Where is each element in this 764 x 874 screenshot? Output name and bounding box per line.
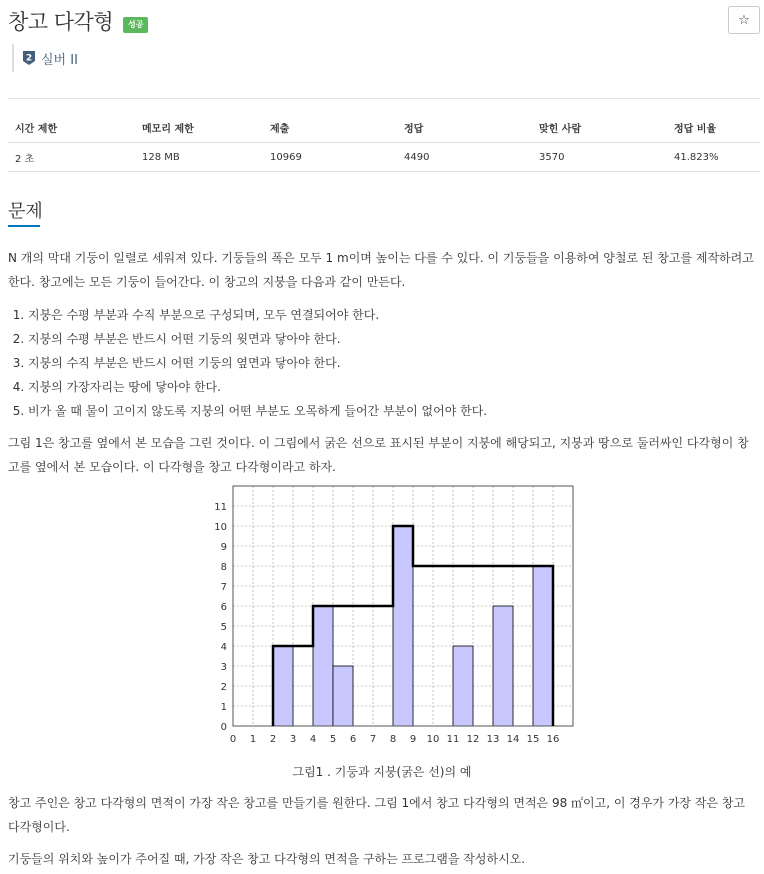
rules-list bbox=[8, 303, 487, 423]
status-badge: 성공 bbox=[123, 17, 148, 33]
stats-row bbox=[8, 143, 760, 172]
y-tick-label: 5 bbox=[220, 622, 227, 633]
stats-ratio: 41.823% bbox=[667, 143, 760, 172]
stats-header-ratio: 정답 비율 bbox=[667, 112, 760, 143]
x-tick-label: 9 bbox=[409, 734, 417, 745]
rule-item: 1. 지붕은 수평 부분과 수직 부분으로 구성되며, 모두 연결되어야 한다. bbox=[28, 303, 487, 327]
x-tick-label: 5 bbox=[329, 734, 337, 745]
x-tick-label: 6 bbox=[349, 734, 357, 745]
tier-label: 실버 II bbox=[41, 52, 78, 68]
y-tick-label: 2 bbox=[220, 682, 227, 693]
bar bbox=[313, 606, 333, 726]
area-explanation: 창고 주인은 창고 다각형의 면적이 가장 작은 창고를 만들기를 원한다. 그림 1에서 창고 다각형의 면적은 98 ㎡이고, 이 경우가 가장 작은 창고 다각형이다. bbox=[8, 796, 746, 834]
y-tick-label: 4 bbox=[220, 642, 227, 653]
x-tick-label: 13 bbox=[486, 734, 500, 745]
x-tick-label: 14 bbox=[506, 734, 520, 745]
section-title: 문제 bbox=[8, 201, 43, 222]
y-tick-label: 7 bbox=[220, 582, 227, 593]
divider bbox=[8, 98, 760, 99]
stats-solved: 3570 bbox=[532, 143, 667, 172]
stats-memory: 128 MB bbox=[135, 143, 263, 172]
x-tick-label: 8 bbox=[389, 734, 397, 745]
warehouse-chart bbox=[208, 480, 588, 755]
bar bbox=[393, 526, 413, 726]
star-icon: ☆ bbox=[738, 12, 750, 28]
x-tick-label: 3 bbox=[289, 734, 297, 745]
stats-header-row bbox=[8, 112, 760, 143]
stats-header-submit: 제출 bbox=[263, 112, 397, 143]
y-tick-label: 10 bbox=[214, 522, 227, 533]
tier-shield-icon bbox=[22, 50, 36, 66]
problem-description: N 개의 막대 기둥이 일렬로 세워져 있다. 기둥들의 폭은 모두 1 m이며 높이는 다를 수 있다. 이 기둥들을 이용하여 양철로 된 창고를 제작하려고 한다. 창고에는 모든 기둥이 들어간다. 이 창고의 지붕을 다음과 같이 만든다. bbox=[8, 251, 754, 289]
figure-intro: 그림 1은 창고를 옆에서 본 모습을 그린 것이다. 이 그림에서 굵은 선으로 표시된 부분이 지붕에 해당되고, 지붕과 땅으로 둘러싸인 다각형이 창고를 옆에서 본 모습이다. 이 다각형을 창고 다각형이라고 하자. bbox=[8, 436, 749, 474]
section-underline bbox=[8, 225, 40, 227]
stats-header-memory: 메모리 제한 bbox=[135, 112, 263, 143]
bar bbox=[453, 646, 473, 726]
problem-title: 창고 다각형 bbox=[8, 10, 114, 34]
y-tick-label: 1 bbox=[220, 702, 227, 713]
rule-item: 2. 지붕의 수평 부분은 반드시 어떤 기둥의 윗면과 닿아야 한다. bbox=[28, 327, 487, 351]
x-tick-label: 11 bbox=[446, 734, 460, 745]
tier-number: 2 bbox=[25, 53, 33, 64]
x-tick-label: 4 bbox=[309, 734, 317, 745]
y-tick-label: 11 bbox=[214, 502, 227, 513]
x-tick-label: 7 bbox=[369, 734, 377, 745]
x-tick-label: 12 bbox=[466, 734, 480, 745]
bar bbox=[533, 566, 553, 726]
stats-header-accepted: 정답 bbox=[397, 112, 532, 143]
rule-item: 4. 지붕의 가장자리는 땅에 닿아야 한다. bbox=[28, 375, 487, 399]
x-tick-label: 10 bbox=[426, 734, 440, 745]
y-tick-label: 0 bbox=[220, 722, 227, 733]
stats-accepted: 4490 bbox=[397, 143, 532, 172]
task-statement: 기둥들의 위치와 높이가 주어질 때, 가장 작은 창고 다각형의 면적을 구하는 프로그램을 작성하시오. bbox=[8, 852, 526, 866]
bar bbox=[333, 666, 353, 726]
x-tick-label: 1 bbox=[249, 734, 257, 745]
figure-caption: 그림1 . 기둥과 지붕(굵은 선)의 예 bbox=[292, 765, 472, 779]
stats-header-solved: 맞힌 사람 bbox=[532, 112, 667, 143]
star-button[interactable] bbox=[728, 6, 760, 34]
stats-submit: 10969 bbox=[263, 143, 397, 172]
problem-stats-table bbox=[8, 112, 760, 172]
bar bbox=[493, 606, 513, 726]
y-tick-label: 8 bbox=[220, 562, 227, 573]
x-tick-label: 2 bbox=[269, 734, 277, 745]
x-tick-label: 0 bbox=[229, 734, 237, 745]
x-tick-label: 15 bbox=[526, 734, 540, 745]
tier-badge[interactable] bbox=[12, 44, 78, 72]
x-tick-label: 16 bbox=[546, 734, 560, 745]
y-tick-label: 3 bbox=[220, 662, 227, 673]
stats-time: 2 초 bbox=[8, 143, 135, 172]
rule-item: 5. 비가 올 때 물이 고이지 않도록 지붕의 어떤 부분도 오목하게 들어간 부분이 없어야 한다. bbox=[28, 399, 487, 423]
rule-item: 3. 지붕의 수직 부분은 반드시 어떤 기둥의 옆면과 닿아야 한다. bbox=[28, 351, 487, 375]
bar bbox=[273, 646, 293, 726]
stats-header-time: 시간 제한 bbox=[8, 112, 135, 143]
y-tick-label: 9 bbox=[220, 542, 227, 553]
y-tick-label: 6 bbox=[220, 602, 227, 613]
